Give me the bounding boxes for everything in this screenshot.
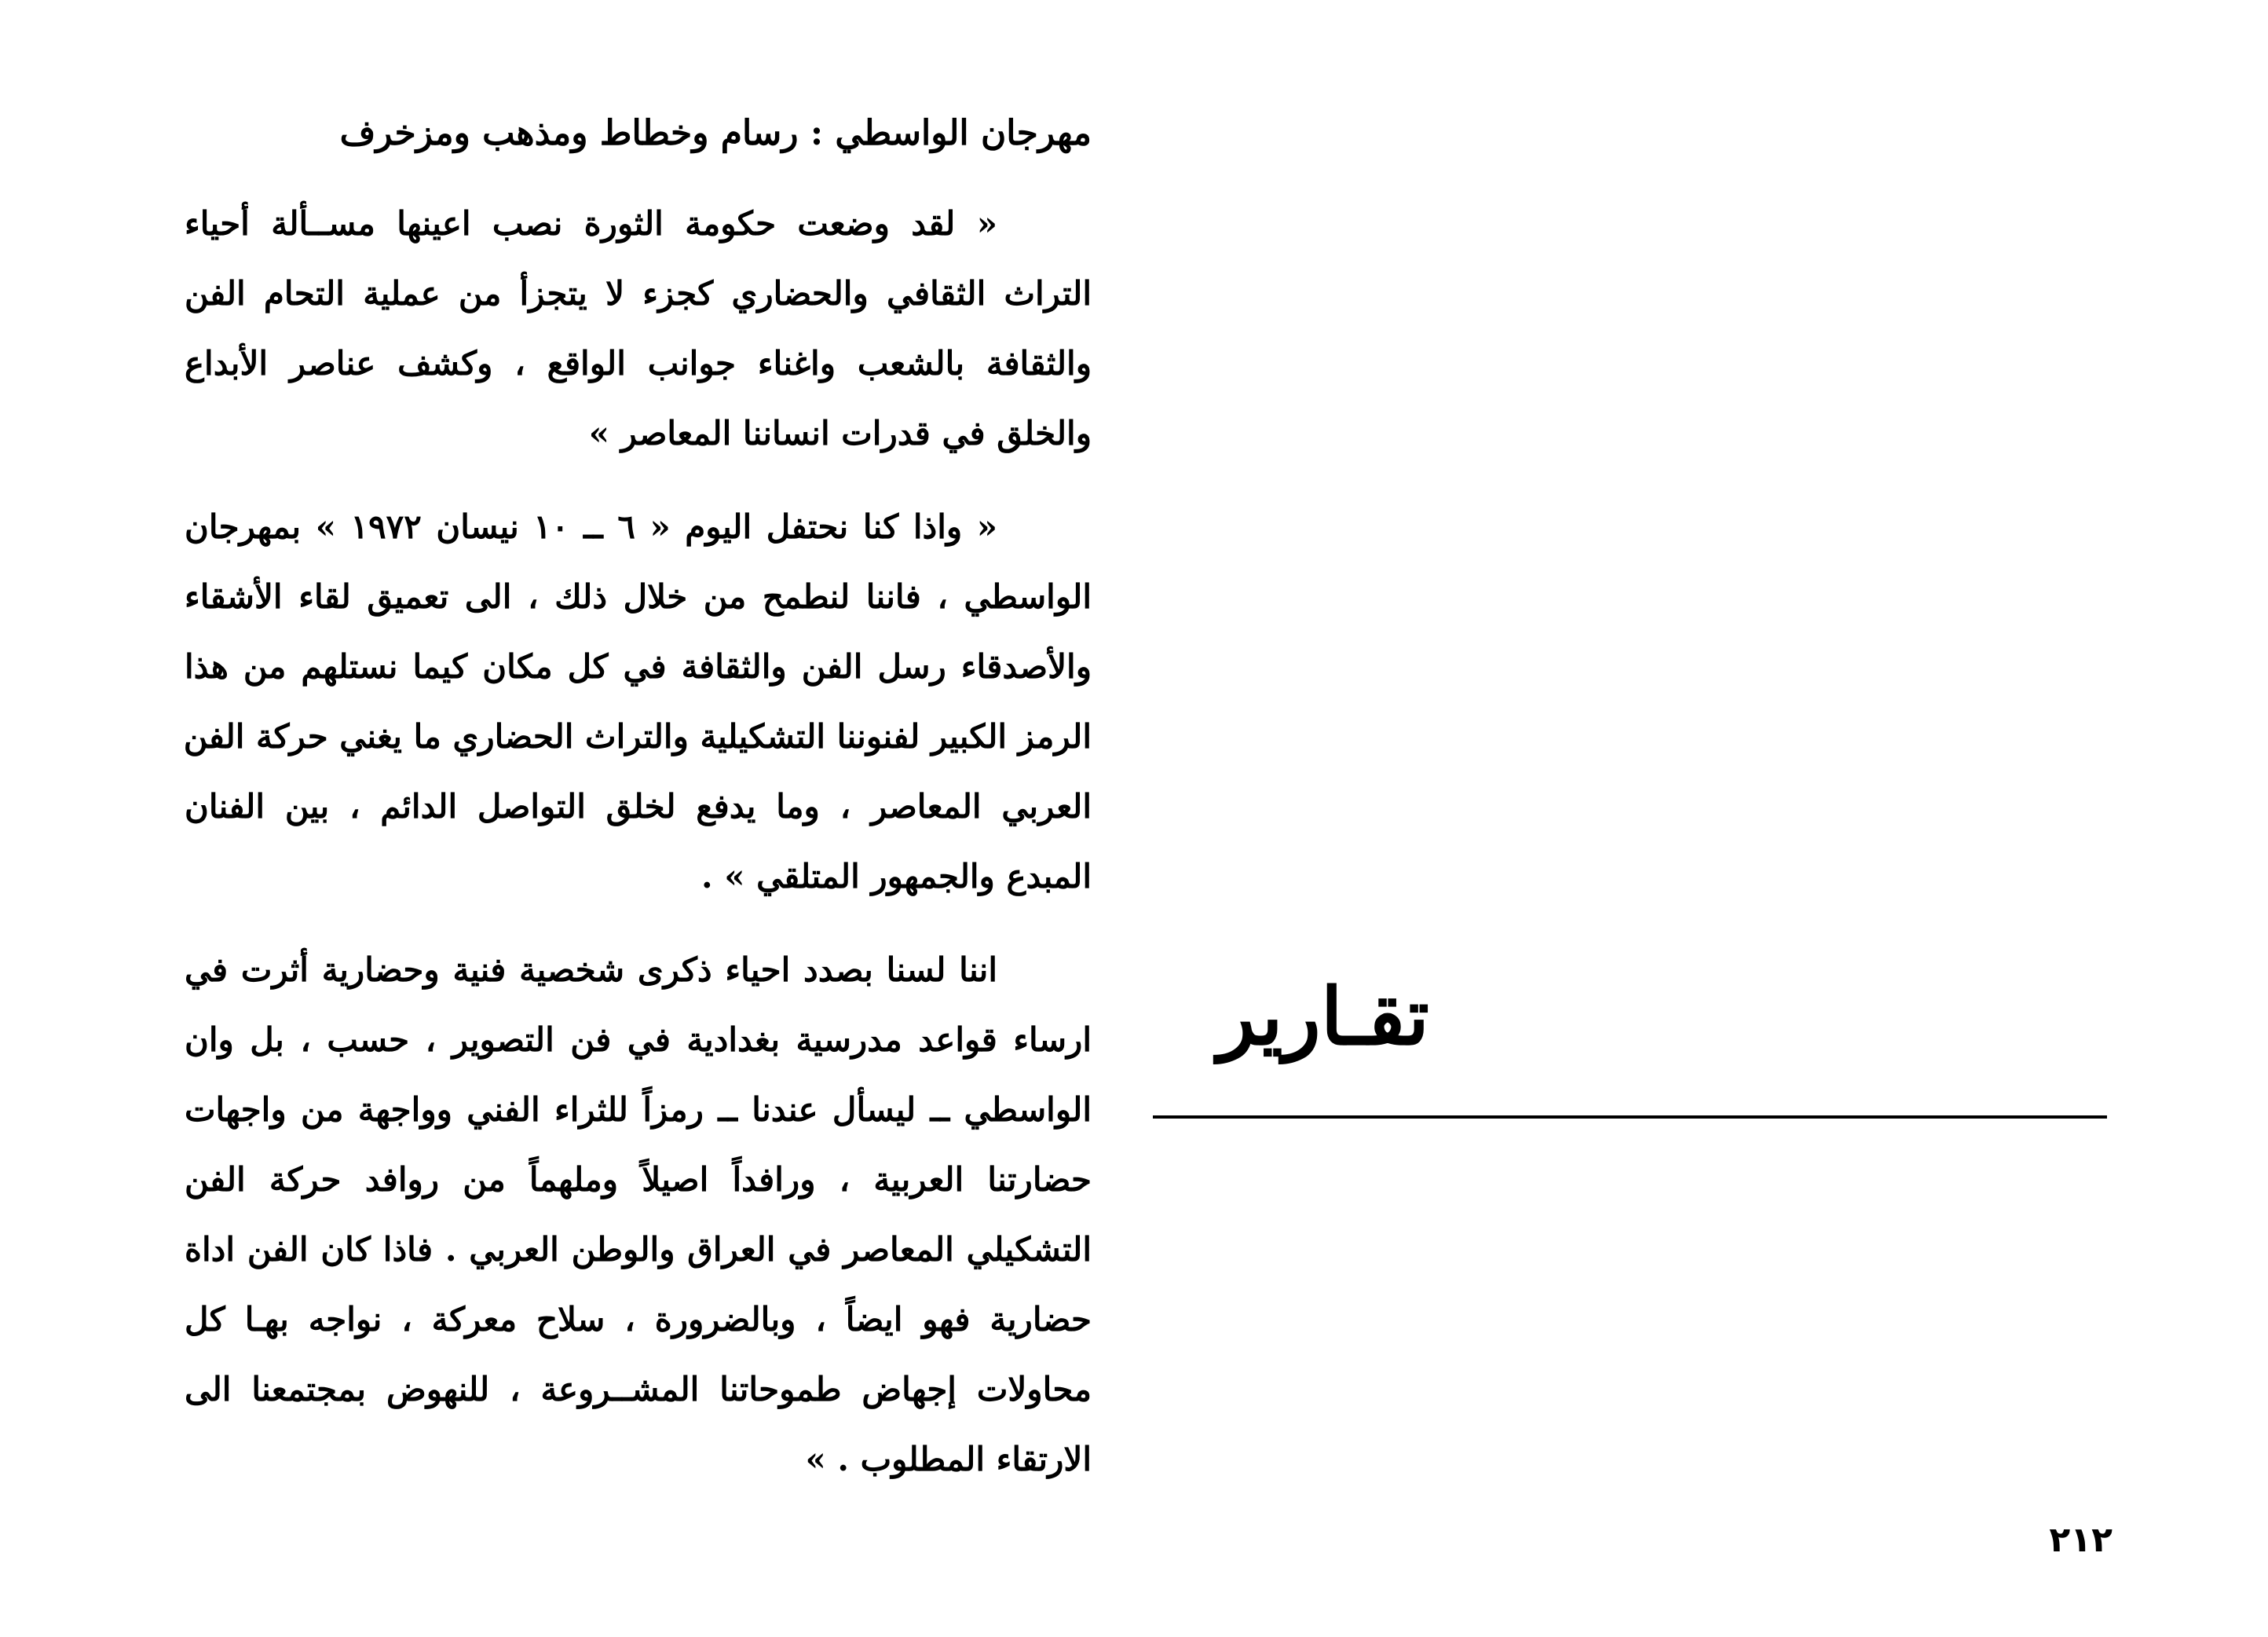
- text-line: الواسطي ــ ليسأل عندنا ــ رمزاً للثراء الفني وواجهة من واجهات: [185, 1090, 1092, 1129]
- text-line: محاولات إجهاض طموحاتنا المشــروعة ، للنهوض بمجتمعنا الى: [185, 1370, 1092, 1408]
- section-heading: تقـارير: [1217, 970, 1429, 1063]
- text-line: التشكيلي المعاصر في العراق والوطن العربي . فاذا كان الفن اداة: [185, 1230, 1092, 1269]
- text-line: والخلق في قدرات انساننا المعاصر »: [588, 414, 1092, 452]
- text-line: الرمز الكبير لفنوننا التشكيلية والتراث الحضاري ما يغني حركة الفن: [183, 717, 1092, 756]
- paragraph-3: [185, 935, 1092, 1494]
- text-line: والثقافة بالشعب واغناء جوانب الواقع ، وكشف عناصر الأبداع: [185, 344, 1092, 383]
- article-column: [185, 94, 1092, 1518]
- text-line: الارتقاء المطلوب . »: [805, 1440, 1092, 1478]
- text-line: المبدع والجمهور المتلقي » .: [701, 857, 1092, 895]
- paragraph-2: [185, 492, 1092, 911]
- text-line: « واذا كنا نحتفل اليوم « ٦ ــ ١٠ نيسان ١٩٧٢ » بمهرجان: [185, 507, 998, 546]
- text-line: والأصدقاء رسل الفن والثقافة في كل مكان كيما نستلهم من هذا: [185, 647, 1092, 686]
- text-line: اننا لسنا بصدد احياء ذكرى شخصية فنية وحضارية أثرت في: [185, 950, 997, 989]
- paragraph-1: [185, 189, 1092, 468]
- text-line: حضارية فهو ايضاً ، وبالضرورة ، سلاح معركة ، نواجه بهـا كل: [185, 1300, 1092, 1339]
- text-line: العربي المعاصر ، وما يدفع لخلق التواصل الدائم ، بين الفنان: [185, 787, 1092, 826]
- text-line: حضارتنا العربية ، ورافداً اصيلاً وملهماً من روافد حركة الفن: [185, 1160, 1092, 1199]
- text-line: « لقد وضعت حكومة الثورة نصب اعينها مســألة أحياء: [185, 204, 997, 243]
- text-line: التراث الثقافي والحضاري كجزء لا يتجزأ من عملية التحام الفن: [185, 274, 1092, 313]
- article-title: مهرجان الواسطي : رسام وخطاط ومذهب ومزخرف: [339, 113, 1092, 153]
- text-line: الواسطي ، فاننا لنطمح من خلال ذلك ، الى تعميق لقاء الأشقاء: [185, 577, 1092, 616]
- section-divider: [1153, 1115, 2107, 1119]
- text-line: ارساء قواعد مدرسية بغدادية في فن التصوير ، حسب ، بل وان: [185, 1020, 1092, 1059]
- page-number: ٢١٢: [2049, 1520, 2113, 1560]
